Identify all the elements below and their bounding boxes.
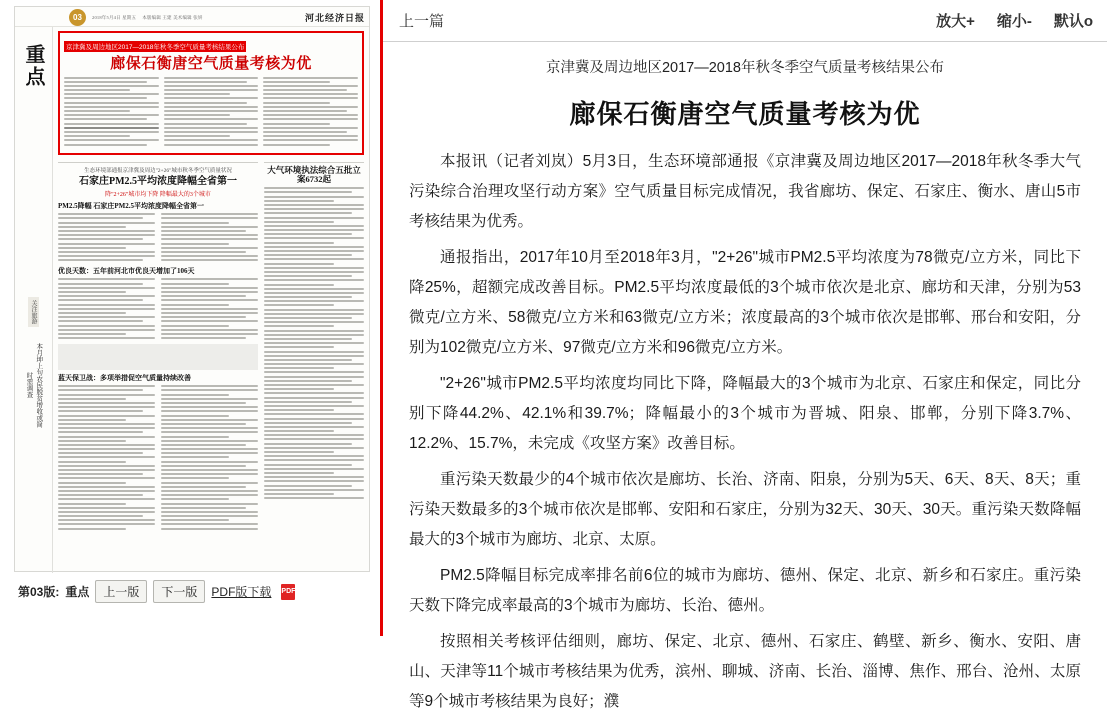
prev-article-link[interactable]: 上一篇 xyxy=(399,13,445,30)
col-e xyxy=(58,385,155,532)
column-1 xyxy=(64,77,159,148)
rail-title: 重点 xyxy=(22,44,44,88)
col-d xyxy=(161,278,258,341)
newspaper-masthead: 河北经济日报 xyxy=(304,13,365,23)
pdf-download-link[interactable]: PDF版下载 xyxy=(211,585,272,599)
column-3 xyxy=(263,77,358,148)
col-c xyxy=(58,278,155,341)
newspaper-date: 2018年5月4日 星期五 xyxy=(92,14,137,20)
article-paragraph: 本报讯（记者刘岚）5月3日，生态环境部通报《京津冀及周边地区2017—2018年秋冬季大气污染综合治理攻坚行动方案》空气质量目标完成情况，我省廊坊、保定、石家庄、衡水、唐山5市考核结果为优秀。 xyxy=(409,153,1081,231)
newspaper-footer-toolbar xyxy=(14,580,370,603)
article-toolbar-right xyxy=(936,10,1093,31)
article-body xyxy=(383,42,1107,717)
sub-headline-2: 优良天数：五年前河北市优良天增加了106天 xyxy=(58,267,195,276)
section-right[interactable] xyxy=(264,159,364,532)
column-2 xyxy=(164,77,259,148)
newspaper-top-bar xyxy=(15,7,369,27)
col-f xyxy=(161,385,258,532)
newspaper-body xyxy=(15,27,369,573)
newspaper-preview-pane xyxy=(0,0,380,636)
section-left[interactable] xyxy=(58,159,258,532)
highlight-headline: 廊保石衡唐空气质量考核为优 xyxy=(110,56,312,72)
page-number-badge: 03 xyxy=(69,9,86,26)
section1-kicker: 生态环境部通报京津冀及周边"2+26"城市秋冬季空气质量状况 xyxy=(84,167,232,174)
col-b xyxy=(161,213,258,263)
pdf-icon[interactable]: PDF xyxy=(281,584,295,600)
article-paragraph: 通报指出，2017年10月至2018年3月，"2+26"城市PM2.5平均浓度为78微克/立方米，同比下降25%，超额完成改善目标。PM2.5平均浓度最低的3个城市依次是北京、廊坊和天津，分别为53微克/立方米、58微克/立方米和63微克/立方米；浓度最高的3个城市依次是邯郸、邢台和安阳，分别为102微克/立方米、97微克/立方米和96微克/立方米。 xyxy=(409,249,1081,357)
section1-title: 石家庄PM2.5平均浓度降幅全省第一 xyxy=(78,175,238,187)
zoom-in-button[interactable]: 放大+ xyxy=(936,13,975,30)
section2-title: 大气环境执法综合五批立案6732起 xyxy=(267,164,361,185)
default-zoom-button[interactable]: 默认o xyxy=(1053,13,1093,30)
highlight-text-columns xyxy=(64,77,358,148)
version-label: 第03版: xyxy=(18,585,60,599)
next-page-button[interactable]: 下一版 xyxy=(153,580,205,603)
newspaper-editor-meta: 本版编辑 王建 美术编辑 张妍 xyxy=(142,14,203,20)
col-g xyxy=(264,187,364,499)
article-title: 廊保石衡唐空气质量考核为优 xyxy=(569,99,921,130)
newspaper-main-column xyxy=(53,27,369,573)
article-kicker: 京津冀及周边地区2017—2018年秋冬季空气质量考核结果公布 xyxy=(545,60,944,76)
rail-badge: 关注旅游 xyxy=(28,297,39,327)
article-paragraph: 重污染天数最少的4个城市依次是廊坊、长治、济南、阳泉，分别为5天、6天、8天、8天；重污染天数最多的3个城市依次是邯郸、安阳和石家庄，分别为32天、30天、30天。重污染天数降幅最大的3个城市为廊坊、北京、太原。 xyxy=(409,471,1081,549)
rail-text: 本月坤上句农民脱贫增收或简时需调查 xyxy=(25,342,43,428)
article-toolbar xyxy=(383,0,1107,42)
article-paragraph: 按照相关考核评估细则，廊坊、保定、北京、德州、石家庄、鹤壁、新乡、衡水、安阳、唐山、天津等11个城市考核结果为优秀，滨州、聊城、济南、长治、淄博、焦作、邢台、沧州、太原等9个城市考核结果为良好；濮 xyxy=(409,633,1081,711)
highlighted-article-box[interactable] xyxy=(58,31,364,155)
zoom-out-button[interactable]: 缩小- xyxy=(996,13,1032,30)
sub-headline-1: PM2.5降幅 石家庄PM2.5平均浓度降幅全省第一 xyxy=(58,202,205,211)
newspaper-page-image[interactable] xyxy=(14,6,370,572)
prev-page-button[interactable]: 上一版 xyxy=(95,580,147,603)
article-paragraph: "2+26"城市PM2.5平均浓度均同比下降，降幅最大的3个城市为北京、石家庄和保定，同比分别下降44.2%、42.1%和39.7%；降幅最小的3个城市为晋城、阳泉、邯郸，分别下降3.7%、12.2%、15.7%，未完成《攻坚方案》改善目标。 xyxy=(409,375,1081,453)
section1-sub: 降"2+26"城市均下降 降幅最大的3个城市 xyxy=(105,192,211,199)
article-pane xyxy=(380,0,1107,711)
col-a xyxy=(58,213,155,263)
article-paragraph: PM2.5降幅目标完成率排名前6位的城市为廊坊、德州、保定、北京、新乡和石家庄。重污染天数下降完成率最高的3个城市为廊坊、长治、德州。 xyxy=(409,567,1081,615)
newspaper-side-rail xyxy=(15,27,53,573)
version-name: 重点 xyxy=(65,585,90,599)
lower-sections xyxy=(58,159,364,532)
sub-headline-3: 蓝天保卫战：多项举措促空气质量持续改善 xyxy=(58,374,191,383)
photo-placeholder xyxy=(58,344,258,370)
highlight-kicker: 京津冀及周边地区2017—2018年秋冬季空气质量考核结果公布 xyxy=(64,41,246,52)
